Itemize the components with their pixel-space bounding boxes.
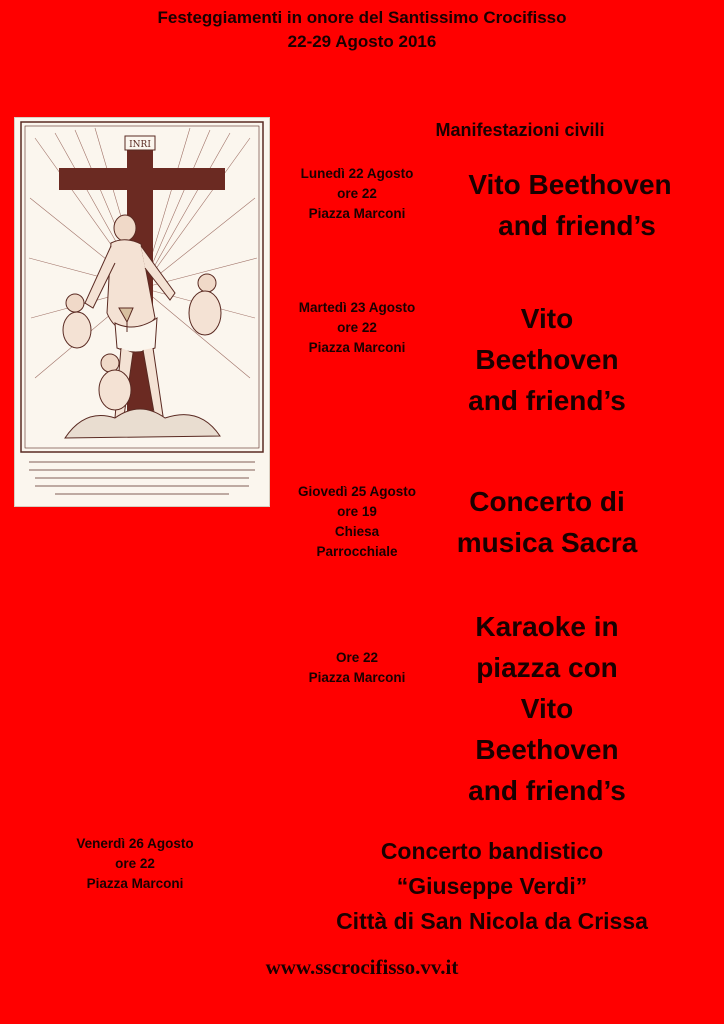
website-link[interactable]: www.sscrocifisso.vv.it bbox=[265, 955, 459, 979]
event-5-info bbox=[55, 834, 215, 894]
event-date: Lunedì 22 Agosto bbox=[300, 166, 414, 181]
event-title-line: musica Sacra bbox=[456, 527, 638, 558]
event-title-line: Beethoven bbox=[475, 734, 619, 765]
event-date: Martedì 23 Agosto bbox=[298, 300, 416, 315]
event-3-title bbox=[430, 481, 664, 563]
event-place: Parrocchiale bbox=[316, 544, 398, 559]
svg-text:INRI: INRI bbox=[129, 140, 151, 150]
event-4-title bbox=[430, 606, 664, 811]
event-title-line: Concerto di bbox=[469, 486, 625, 517]
event-time: ore 22 bbox=[115, 856, 155, 871]
event-title-line: “Giuseppe Verdi” bbox=[396, 873, 588, 899]
event-title-line: and friend’s bbox=[498, 210, 656, 241]
event-title-line: Karaoke in bbox=[475, 611, 619, 642]
event-title-line: Vito Beethoven bbox=[468, 169, 672, 200]
event-title-line: Vito bbox=[520, 303, 574, 334]
event-title-line: Concerto bandistico bbox=[380, 838, 604, 864]
event-time: ore 22 bbox=[337, 186, 377, 201]
event-place: Chiesa bbox=[334, 524, 380, 539]
event-place: Piazza Marconi bbox=[308, 206, 406, 221]
crucifix-engraving-icon bbox=[15, 118, 269, 506]
event-title-line: Vito bbox=[520, 693, 574, 724]
event-2-title bbox=[430, 298, 664, 421]
event-time: ore 22 bbox=[337, 320, 377, 335]
event-date: Giovedì 25 Agosto bbox=[297, 484, 417, 499]
event-place: Piazza Marconi bbox=[86, 876, 184, 891]
event-time: ore 19 bbox=[337, 504, 377, 519]
header-dates: 22-29 Agosto 2016 bbox=[287, 32, 437, 51]
event-5-title bbox=[310, 834, 674, 939]
event-date: Venerdì 26 Agosto bbox=[76, 836, 194, 851]
event-time: Ore 22 bbox=[335, 650, 379, 665]
event-place: Piazza Marconi bbox=[308, 670, 406, 685]
crucifix-engraving-image bbox=[14, 117, 270, 507]
event-title-line: and friend’s bbox=[468, 775, 626, 806]
event-title-line: Città di San Nicola da Crissa bbox=[336, 908, 648, 934]
event-place: Piazza Marconi bbox=[308, 340, 406, 355]
event-1-title bbox=[430, 164, 710, 246]
event-title-line: piazza con bbox=[476, 652, 618, 683]
event-title-line: and friend’s bbox=[468, 385, 626, 416]
event-2-info bbox=[282, 298, 432, 358]
event-1-info bbox=[282, 164, 432, 224]
poster-header bbox=[0, 6, 724, 54]
event-title-line: Beethoven bbox=[475, 344, 619, 375]
header-title: Festeggiamenti in onore del Santissimo Crocifisso bbox=[157, 8, 567, 27]
event-4-info bbox=[282, 648, 432, 688]
event-3-info bbox=[282, 482, 432, 562]
section-title: Manifestazioni civili bbox=[435, 120, 605, 140]
